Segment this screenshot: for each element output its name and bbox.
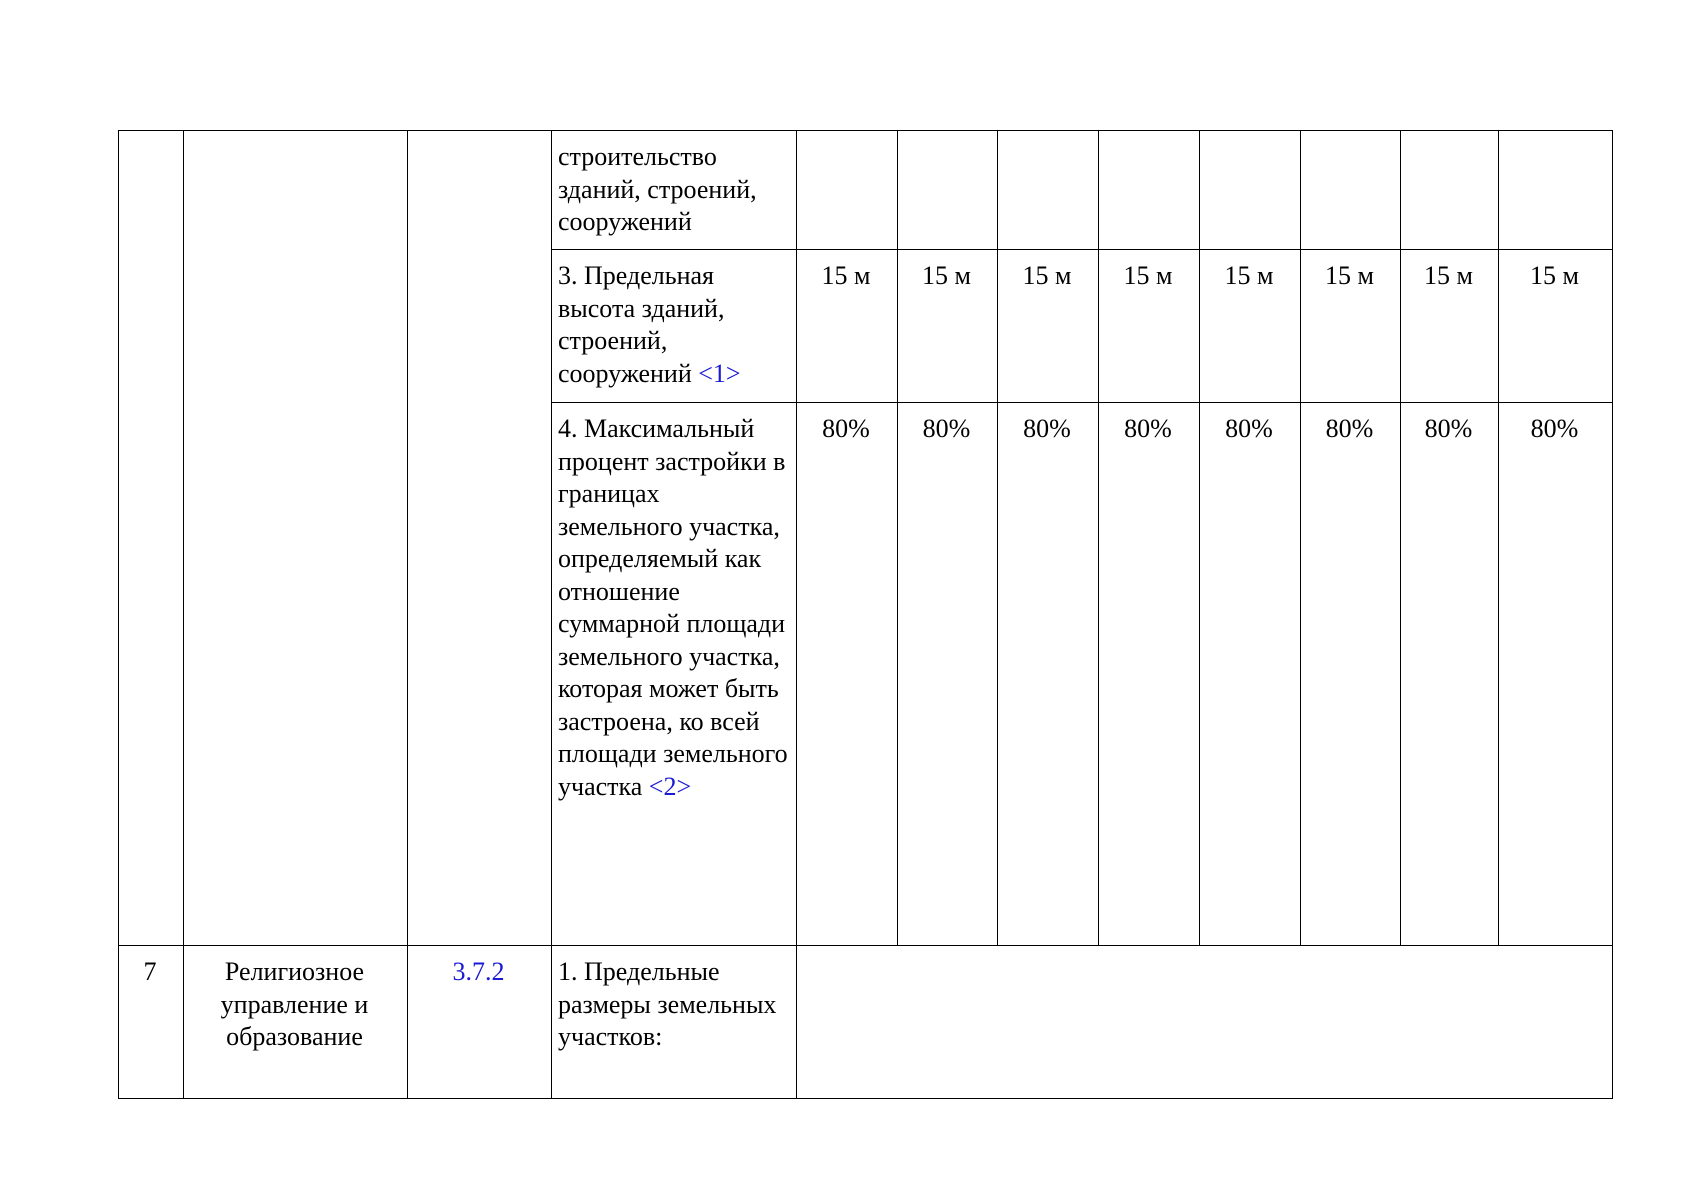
value-cell (1301, 131, 1401, 250)
value-cell: 80% (1301, 403, 1401, 946)
regulations-table (118, 130, 1613, 1099)
value-cell: 80% (797, 403, 898, 946)
row-number: 7 (119, 946, 184, 1099)
param-cell (552, 131, 797, 250)
use-type-code-cell (408, 946, 552, 1099)
value-cell (898, 131, 998, 250)
param-cell (552, 403, 797, 946)
table-row (119, 131, 1613, 250)
footnote-link[interactable]: <2> (648, 771, 692, 801)
table-row (119, 946, 1613, 1099)
value-cell: 15 м (1099, 250, 1200, 403)
use-type-code-link[interactable]: 3.7.2 (452, 957, 505, 986)
value-cell: 15 м (1200, 250, 1301, 403)
value-cell: 80% (898, 403, 998, 946)
value-cell (1401, 131, 1499, 250)
value-cell: 80% (998, 403, 1099, 946)
param-text: 3. Предельная высота зданий, строений, сооружений (558, 261, 725, 388)
value-cell: 15 м (898, 250, 998, 403)
value-cell (1200, 131, 1301, 250)
value-cell: 80% (1099, 403, 1200, 946)
footnote-link[interactable]: <1> (698, 358, 741, 388)
param-cell (552, 250, 797, 403)
value-cell: 80% (1499, 403, 1613, 946)
value-cell: 80% (1200, 403, 1301, 946)
use-type-name: Религиозное управление и образование (184, 946, 408, 1099)
merged-value-cell (797, 946, 1613, 1099)
value-cell: 15 м (1301, 250, 1401, 403)
value-cell: 15 м (998, 250, 1099, 403)
param-text: 4. Максимальный процент застройки в границах земельного участка, определяемый как отношение суммарной площади земельного участка, которая может быть застроена, ко всей площади земельного участка (558, 414, 788, 801)
value-cell (1099, 131, 1200, 250)
value-cell (797, 131, 898, 250)
number-cell-empty (119, 131, 184, 946)
value-cell: 15 м (1401, 250, 1499, 403)
value-cell: 80% (1401, 403, 1499, 946)
code-cell-empty (408, 131, 552, 946)
value-cell (1499, 131, 1613, 250)
value-cell (998, 131, 1099, 250)
param-cell: 1. Предельные размеры земельных участков: (552, 946, 797, 1099)
name-cell-empty (184, 131, 408, 946)
param-text: строительство зданий, строений, сооружений (558, 142, 757, 236)
value-cell: 15 м (797, 250, 898, 403)
value-cell: 15 м (1499, 250, 1613, 403)
